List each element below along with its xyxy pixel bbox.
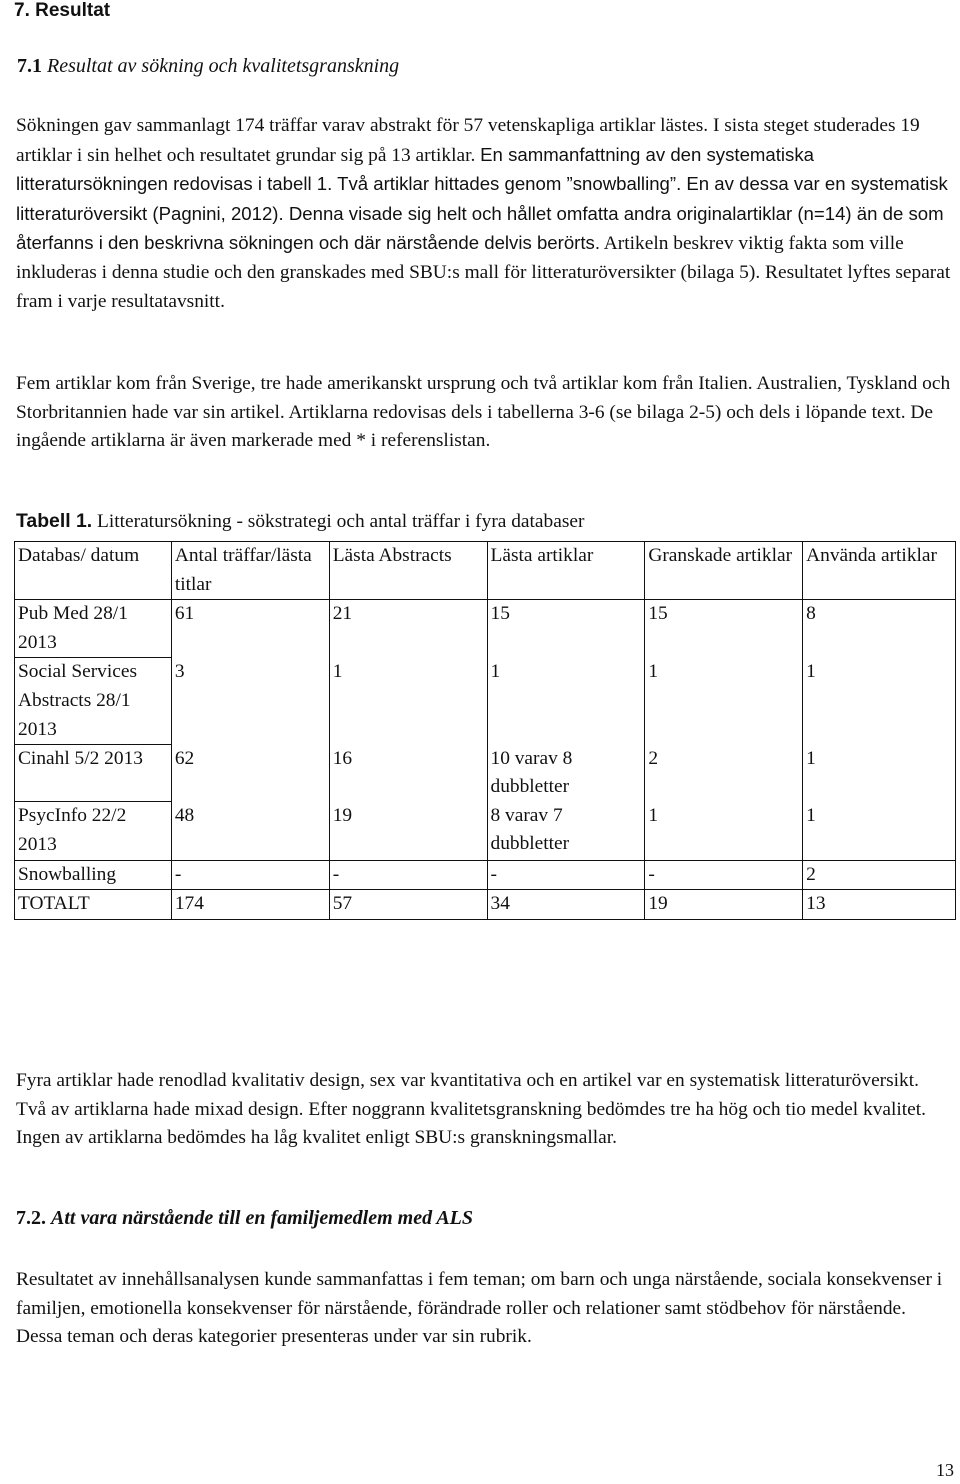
- page-number: 13: [936, 1460, 954, 1480]
- table-cell: 57: [329, 890, 487, 920]
- paragraph-part: Sökningen gav sammanlagt 174 träffar varav abstrakt för 57 vetenskapliga artiklar lästes. I sista steget studerades 19 artiklar i sin helhet och resultatet grundar sig på 13 artiklar.: [16, 115, 920, 166]
- header-cell: Databas/ datum: [15, 542, 172, 600]
- table-cell: 8 varav 7 dubbletter: [487, 802, 645, 860]
- table-cell: 1: [645, 802, 803, 860]
- header-cell: Lästa Abstracts: [329, 542, 487, 600]
- table-row: [15, 658, 956, 745]
- subsection-title: Resultat av sökning och kvalitetsgranskning: [47, 55, 400, 77]
- table-row: [15, 890, 956, 920]
- table-cell: 10 varav 8 dubbletter: [487, 745, 645, 802]
- table-cell: 1: [329, 658, 487, 745]
- table-row: [15, 600, 956, 658]
- section-heading: 7. Resultat: [14, 0, 111, 21]
- table-cell: 2: [645, 745, 803, 802]
- table-cell: 8: [803, 600, 956, 658]
- table-cell: 2: [803, 860, 956, 890]
- table-cell: Social Services Abstracts 28/1 2013: [15, 658, 172, 745]
- header-cell: Granskade artiklar: [645, 542, 803, 600]
- table-cell: 48: [171, 802, 329, 860]
- table-cell: 19: [645, 890, 803, 920]
- table-row: [15, 802, 956, 860]
- table-cell: 1: [645, 658, 803, 745]
- table-cell: -: [329, 860, 487, 890]
- subsection-heading-7-1: [17, 55, 399, 78]
- table-cell: -: [487, 860, 645, 890]
- table-cell: 19: [329, 802, 487, 860]
- table-cell: PsycInfo 22/2 2013: [15, 802, 172, 860]
- paragraph-themes: Resultatet av innehållsanalysen kunde sammanfattas i fem teman; om barn och unga närstående, sociala konsekvenser i familjen, emotionella konsekvenser för närstående, förändrade roller och relationer samt stödbehov för närstående. Dessa teman och deras kategorier presenteras under var sin rubrik.: [16, 1269, 943, 1348]
- table-cell: 16: [329, 745, 487, 802]
- header-cell: Lästa artiklar: [487, 542, 645, 600]
- table-cell: Pub Med 28/1 2013: [15, 600, 172, 658]
- paragraph-search-results: [16, 112, 951, 316]
- table-cell: 13: [803, 890, 956, 920]
- table-header-row: [15, 542, 956, 600]
- table-cell: 61: [171, 600, 329, 658]
- table-cell: 15: [645, 600, 803, 658]
- table-row: [15, 860, 956, 890]
- paragraph-part: Artikeln beskrev viktig fakta som ville inkluderas i denna studie och den granskades med SBU:s mall för litteraturöversikter (bilaga 5). Resultatet lyftes separat fram i varje resultatavsnitt.: [16, 233, 951, 312]
- table-cell: -: [645, 860, 803, 890]
- paragraph-origins: Fem artiklar kom från Sverige, tre hade amerikanskt ursprung och två artiklar kom från Italien. Australien, Tyskland och Storbritannien hade var sin artikel. Artiklarna redovisas dels i tabellerna 3-6 (se bilaga 2-5) och dels i löpande text. De ingående artiklarna är även markerade med * i referenslistan.: [16, 373, 951, 452]
- table-caption: [16, 510, 584, 533]
- table-cell: 34: [487, 890, 645, 920]
- table-row: [15, 745, 956, 802]
- subsection-number: 7.2.: [16, 1207, 46, 1229]
- table-cell: TOTALT: [15, 890, 172, 920]
- table-caption-label: Tabell 1.: [16, 510, 93, 532]
- table-cell: 15: [487, 600, 645, 658]
- header-cell: Antal träffar/lästa titlar: [171, 542, 329, 600]
- subsection-number: 7.1: [17, 55, 42, 77]
- table-cell: Cinahl 5/2 2013: [15, 745, 172, 802]
- table-cell: 1: [803, 745, 956, 802]
- table-cell: Snowballing: [15, 860, 172, 890]
- table-caption-text: Litteratursökning - sökstrategi och antal träffar i fyra databaser: [92, 511, 585, 532]
- table-cell: 62: [171, 745, 329, 802]
- table-cell: 1: [803, 802, 956, 860]
- search-strategy-table: [14, 541, 956, 920]
- subsection-heading-7-2: [16, 1207, 473, 1230]
- table-cell: 21: [329, 600, 487, 658]
- header-cell: Använda artiklar: [803, 542, 956, 600]
- table-cell: -: [171, 860, 329, 890]
- table-cell: 1: [487, 658, 645, 745]
- paragraph-design-quality: Fyra artiklar hade renodlad kvalitativ design, sex var kvantitativa och en artikel var en systematisk litteraturöversikt. Två av artiklarna hade mixad design. Efter noggrann kvalitetsgranskning bedömdes tre ha hög och tio medel kvalitet. Ingen av artiklarna bedömdes ha låg kvalitet enligt SBU:s granskningsmallar.: [16, 1070, 927, 1149]
- paragraph-part: En sammanfattning av den systematiska litteratursökningen redovisas i tabell 1. Två artiklar hittades genom ”snowballing”. En av dessa var en systematisk litteraturöversikt (Pagnini, 2012). Denna visade sig helt och hållet omfatta andra originalartiklar (n=14) än de som återfanns i den beskrivna sökningen och där närstående delvis berörts.: [16, 143, 948, 254]
- table-cell: 1: [803, 658, 956, 745]
- table-cell: 3: [171, 658, 329, 745]
- table-cell: 174: [171, 890, 329, 920]
- subsection-title: Att vara närstående till en familjemedlem med ALS: [51, 1207, 474, 1229]
